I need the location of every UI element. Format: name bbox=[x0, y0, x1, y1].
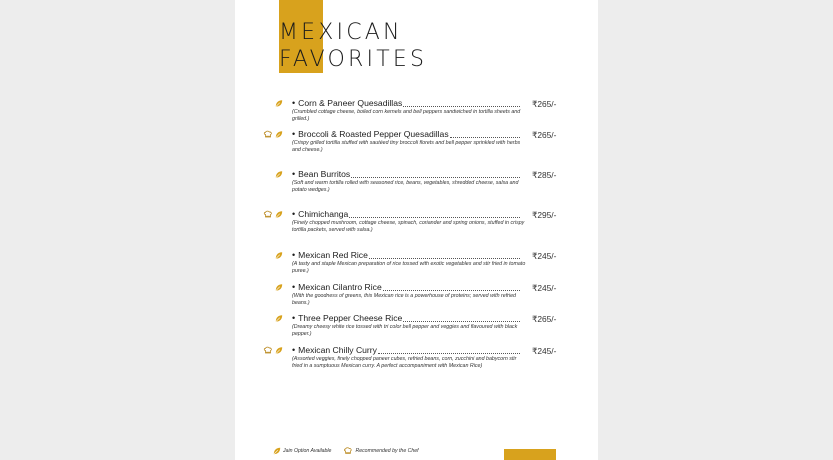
item-description: (Assorted veggies, finely chopped paneer cubes, refried beans, corn, zucchini and babycorn stir fried in a sumptuous Mexican curry. A perfect accompaniment with Mexican Rice) bbox=[292, 356, 517, 370]
item-name: Three Pepper Cheese Rice bbox=[298, 313, 403, 323]
item-price: ₹265/- bbox=[532, 99, 557, 109]
dotted-leader bbox=[450, 136, 520, 138]
item-name: Chimichanga bbox=[298, 209, 349, 219]
item-name-line bbox=[292, 250, 520, 261]
legend-chef-label: Recommended by the Chef bbox=[355, 447, 419, 454]
item-icons bbox=[263, 170, 289, 180]
bullet: • bbox=[292, 209, 296, 219]
dotted-leader bbox=[349, 216, 520, 218]
item-icons bbox=[263, 283, 289, 293]
item-price: ₹285/- bbox=[532, 170, 557, 180]
dotted-leader bbox=[369, 257, 520, 259]
bullet: • bbox=[292, 282, 296, 292]
dotted-leader bbox=[403, 320, 520, 322]
leaf-icon bbox=[275, 314, 283, 323]
title-line-2: FAVORITES bbox=[279, 47, 428, 72]
item-icons bbox=[263, 99, 289, 109]
leaf-icon bbox=[273, 447, 281, 455]
item-name: Mexican Chilly Curry bbox=[298, 345, 377, 355]
leaf-icon bbox=[275, 251, 283, 260]
title-line-1: MEXICAN bbox=[279, 20, 403, 45]
item-icons bbox=[263, 346, 289, 356]
chef-hat-icon bbox=[263, 346, 273, 355]
item-description: (Crumbled cottage cheese, boiled corn kernels and bell peppers sandwiched in tortilla sheets and grilled.) bbox=[292, 109, 521, 123]
leaf-icon bbox=[275, 170, 283, 179]
item-name-line bbox=[292, 129, 520, 140]
item-name-line bbox=[292, 98, 520, 109]
leaf-icon bbox=[275, 346, 283, 355]
item-description: (A tasty and staple Mexican preparation of rice tossed with exotic vegetables and stir fried in tomato puree.) bbox=[292, 261, 526, 275]
item-description: (Dreamy cheesy white rice tossed with tri color bell pepper and veggies and flavoured with black pepper.) bbox=[292, 324, 518, 338]
item-name-line bbox=[292, 313, 520, 324]
chef-hat-icon bbox=[263, 130, 273, 139]
item-price: ₹295/- bbox=[532, 210, 557, 220]
dotted-leader bbox=[378, 352, 520, 354]
item-description: (Finely chopped mushroom, cottage cheese, spinach, coriander and spring onions, stuffed in crispy tortilla packets, served with salsa.) bbox=[292, 220, 525, 234]
item-name-line bbox=[292, 169, 520, 180]
item-name-line bbox=[292, 209, 520, 220]
bullet: • bbox=[292, 345, 296, 355]
legend-jain-label: Jain Option Available bbox=[283, 447, 332, 454]
item-price: ₹245/- bbox=[532, 283, 557, 293]
item-icons bbox=[263, 314, 289, 324]
item-price: ₹265/- bbox=[532, 314, 557, 324]
page-title bbox=[279, 19, 427, 73]
bullet: • bbox=[292, 98, 296, 108]
item-icons bbox=[263, 251, 289, 261]
item-name: Broccoli & Roasted Pepper Quesadillas bbox=[298, 129, 449, 139]
dotted-leader bbox=[403, 105, 520, 107]
bullet: • bbox=[292, 313, 296, 323]
leaf-icon bbox=[275, 210, 283, 219]
bullet: • bbox=[292, 250, 296, 260]
dotted-leader bbox=[383, 289, 520, 291]
bullet: • bbox=[292, 129, 296, 139]
chef-hat-icon bbox=[263, 210, 273, 219]
item-name-line bbox=[292, 282, 520, 293]
leaf-icon bbox=[275, 130, 283, 139]
bullet: • bbox=[292, 169, 296, 179]
legend bbox=[273, 446, 419, 455]
leaf-icon bbox=[275, 283, 283, 292]
item-description: (Crispy grilled tortilla stuffed with sautéed tiny broccoli florets and bell pepper sprinkled with herbs and cheese.) bbox=[292, 140, 521, 154]
item-price: ₹265/- bbox=[532, 130, 557, 140]
menu-page bbox=[235, 0, 598, 460]
item-description: (Soft and warm tortilla rolled with seasoned rice, beans, vegetables, shredded cheese, salsa and potato wedges.) bbox=[292, 180, 519, 194]
dotted-leader bbox=[351, 176, 520, 178]
chef-hat-icon bbox=[343, 447, 353, 455]
item-price: ₹245/- bbox=[532, 346, 557, 356]
item-name: Mexican Cilantro Rice bbox=[298, 282, 382, 292]
item-name-line bbox=[292, 345, 520, 356]
item-name: Corn & Paneer Quesadillas bbox=[298, 98, 403, 108]
item-name: Bean Burritos bbox=[298, 169, 351, 179]
item-price: ₹245/- bbox=[532, 251, 557, 261]
item-icons bbox=[263, 210, 289, 220]
footer-accent-block bbox=[504, 449, 556, 460]
item-name: Mexican Red Rice bbox=[298, 250, 368, 260]
item-icons bbox=[263, 130, 289, 140]
item-description: (With the goodness of greens, this Mexican rice is a powerhouse of proteins; served with refried beans.) bbox=[292, 293, 517, 307]
leaf-icon bbox=[275, 99, 283, 108]
